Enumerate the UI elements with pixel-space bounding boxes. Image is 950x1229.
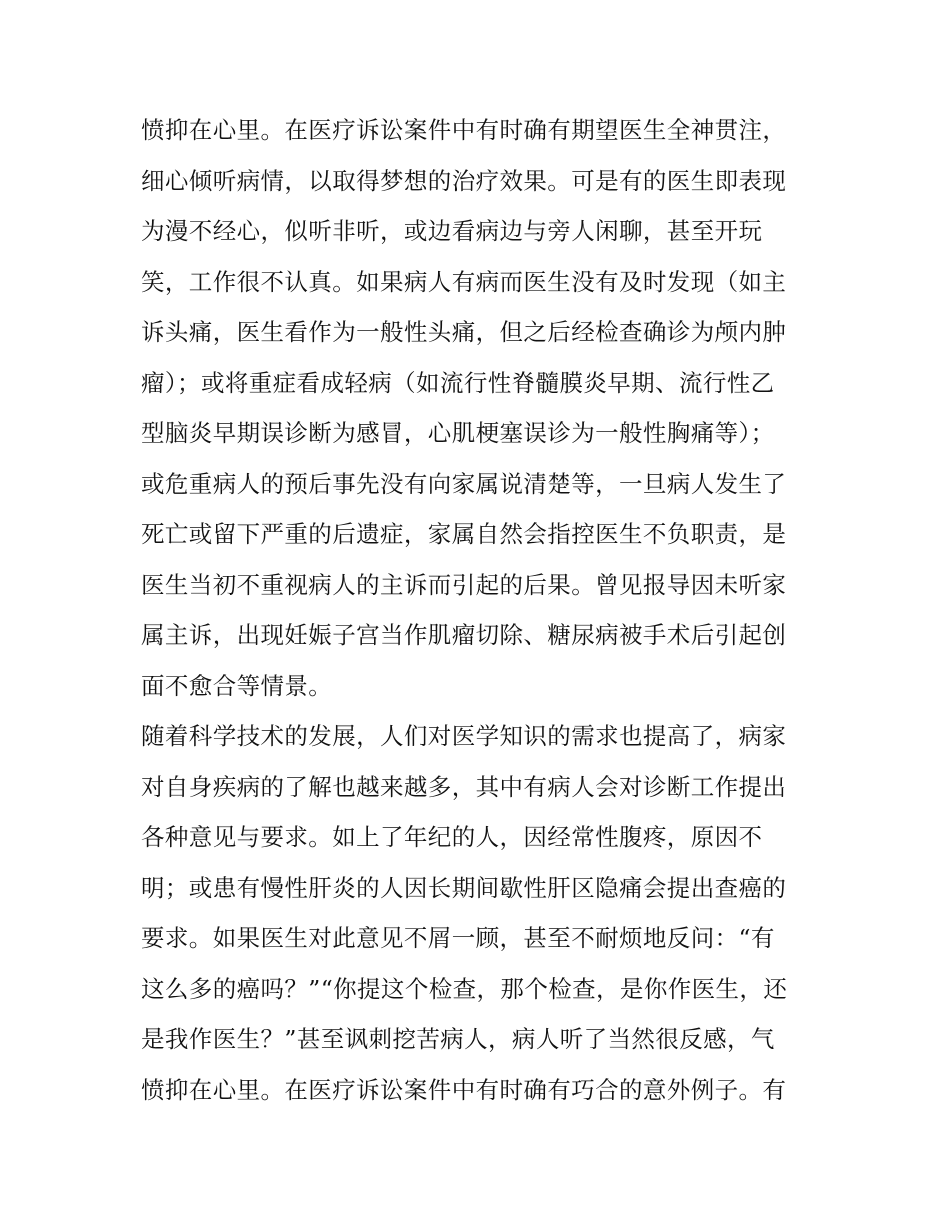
text-line: 是我作医生？”甚至讽刺挖苦病人，病人听了当然很反感，气: [141, 1025, 775, 1053]
text-line: 死亡或留下严重的后遗症，家属自然会指控医生不负职责，是: [141, 520, 787, 548]
text-line: 医生当初不重视病人的主诉而引起的后果。曾见报导因未听家: [141, 570, 787, 599]
paragraph-2: [141, 711, 821, 1115]
text-line: 属主诉，出现妊娠子宫当作肌瘤切除、糖尿病被手术后引起创: [141, 621, 787, 649]
text-line: 型脑炎早期误诊断为感冒，心肌梗塞误诊为一般性胸痛等）；: [141, 419, 775, 447]
text-line: 瘤）；或将重症看成轻病（如流行性脊髓膜炎早期、流行性乙: [141, 368, 775, 397]
text-line: 随着科学技术的发展，人们对医学知识的需求也提高了，病家: [141, 722, 787, 750]
text-line: 细心倾听病情，以取得梦想的治疗效果。可是有的医生即表现: [141, 166, 787, 195]
text-line: 愤抑在心里。在医疗诉讼案件中有时确有期望医生全神贯注，: [141, 116, 787, 144]
text-line: 对自身疾病的了解也越来越多，其中有病人会对诊断工作提出: [141, 772, 787, 801]
text-line: 各种意见与要求。如上了年纪的人，因经常性腹疼，原因不: [141, 823, 763, 851]
text-line: 愤抑在心里。在医疗诉讼案件中有时确有巧合的意外例子。有: [141, 1075, 787, 1104]
document-body: [141, 105, 821, 1115]
text-line: 这么多的癌吗？”“你提这个检查，那个检查，是你作医生，还: [141, 974, 788, 1003]
text-line: 或危重病人的预后事先没有向家属说清楚等，一旦病人发生了: [141, 469, 787, 498]
text-line: 为漫不经心，似听非听，或边看病边与旁人闲聊，甚至开玩: [141, 217, 763, 245]
text-line: 诉头痛，医生看作为一般性头痛，但之后经检查确诊为颅内肿: [141, 318, 787, 346]
text-line: 面不愈合等情景。: [141, 671, 333, 700]
paragraph-1: [141, 105, 821, 711]
text-line: 笑，工作很不认真。如果病人有病而医生没有及时发现（如主: [141, 267, 787, 296]
text-line: 要求。如果医生对此意见不屑一顾，甚至不耐烦地反问：“有: [141, 924, 775, 952]
text-line: 明；或患有慢性肝炎的人因长期间歇性肝区隐痛会提出查癌的: [141, 873, 787, 902]
